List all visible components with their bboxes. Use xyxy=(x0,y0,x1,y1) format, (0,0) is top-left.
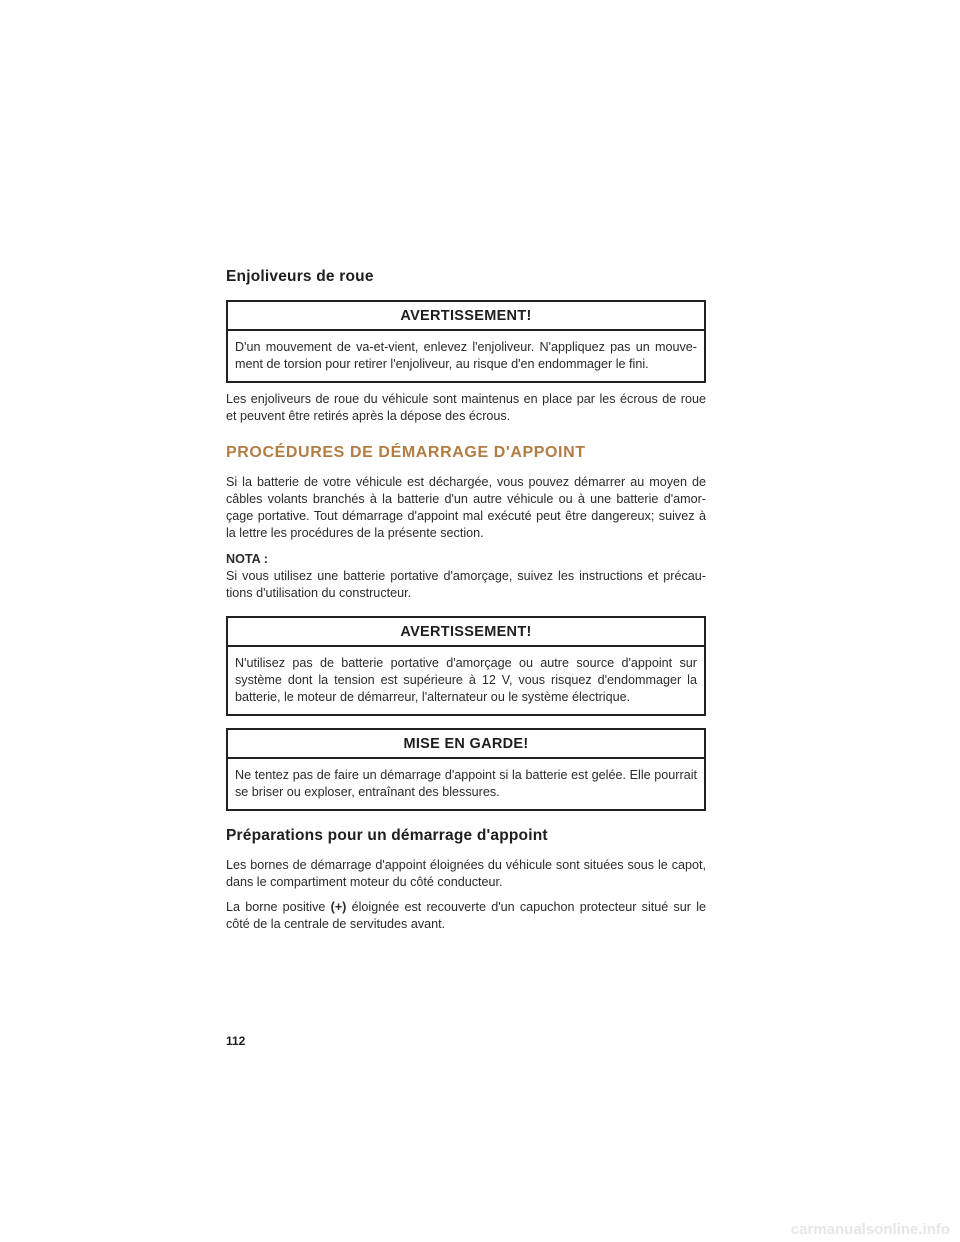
warning-text: D'un mouvement de va-et-vient, enlevez l'enjoliveur. N'appliquez pas un mouve-ment de torsion pour retirer l'enjoliveur, au risque d'en endommager le fini. xyxy=(235,340,697,371)
caution-title: MISE EN GARDE! xyxy=(228,730,704,759)
positive-terminal-symbol: (+) xyxy=(330,900,347,914)
warning-title: AVERTISSEMENT! xyxy=(228,618,704,647)
warning-box-wheel-covers xyxy=(226,300,706,383)
paragraph-text-start: La borne positive xyxy=(226,900,331,914)
jump-start-intro-paragraph: Si la batterie de votre véhicule est déchargée, vous pouvez démarrer au moyen de câbles volants branchés à la batterie d'un autre véhicule ou à une batterie d'amor-çage portative. Tout démarrage d'appoint mal exécuté peut être dangereux; suivez à la lettre les procédures de la présente section. xyxy=(226,475,706,540)
note-label: NOTA : xyxy=(226,552,268,566)
page-number: 112 xyxy=(226,1034,246,1048)
section-heading-preparations: Préparations pour un démarrage d'appoint xyxy=(226,827,548,844)
caution-box-frozen-battery xyxy=(226,728,706,811)
warning-title: AVERTISSEMENT! xyxy=(228,302,704,331)
section-heading-jump-start: PROCÉDURES DE DÉMARRAGE D'APPOINT xyxy=(226,444,586,461)
watermark xyxy=(0,1221,960,1238)
watermark-text: carmanualsonline.info xyxy=(790,1221,950,1238)
warning-box-jump-start xyxy=(226,616,706,716)
paragraph-text-end: éloignée est recouverte d'un capuchon protecteur situé sur le côté de la centrale de servitudes avant. xyxy=(226,900,707,931)
warning-text: N'utilisez pas de batterie portative d'amorçage ou autre source d'appoint sur système dont la tension est supérieure à 12 V, vous risquez d'endommager la batterie, le moteur de démarreur, l'alternateur ou le système électrique. xyxy=(235,656,697,704)
caution-text: Ne tentez pas de faire un démarrage d'appoint si la batterie est gelée. Elle pourrait se briser ou exploser, entraînant des blessures. xyxy=(235,768,697,799)
note-text: Si vous utilisez une batterie portative d'amorçage, suivez les instructions et précau-tions d'utilisation du constructeur. xyxy=(226,569,706,600)
preparations-paragraph-2 xyxy=(226,899,706,933)
wheel-covers-paragraph: Les enjoliveurs de roue du véhicule sont maintenus en place par les écrous de roue et peuvent être retirés après la dépose des écrous. xyxy=(226,392,706,423)
preparations-paragraph-1: Les bornes de démarrage d'appoint éloignées du véhicule sont situées sous le capot, dans le compartiment moteur du côté conducteur. xyxy=(226,858,706,889)
section-heading-wheel-covers: Enjoliveurs de roue xyxy=(226,268,374,285)
manual-page-content xyxy=(226,268,706,933)
